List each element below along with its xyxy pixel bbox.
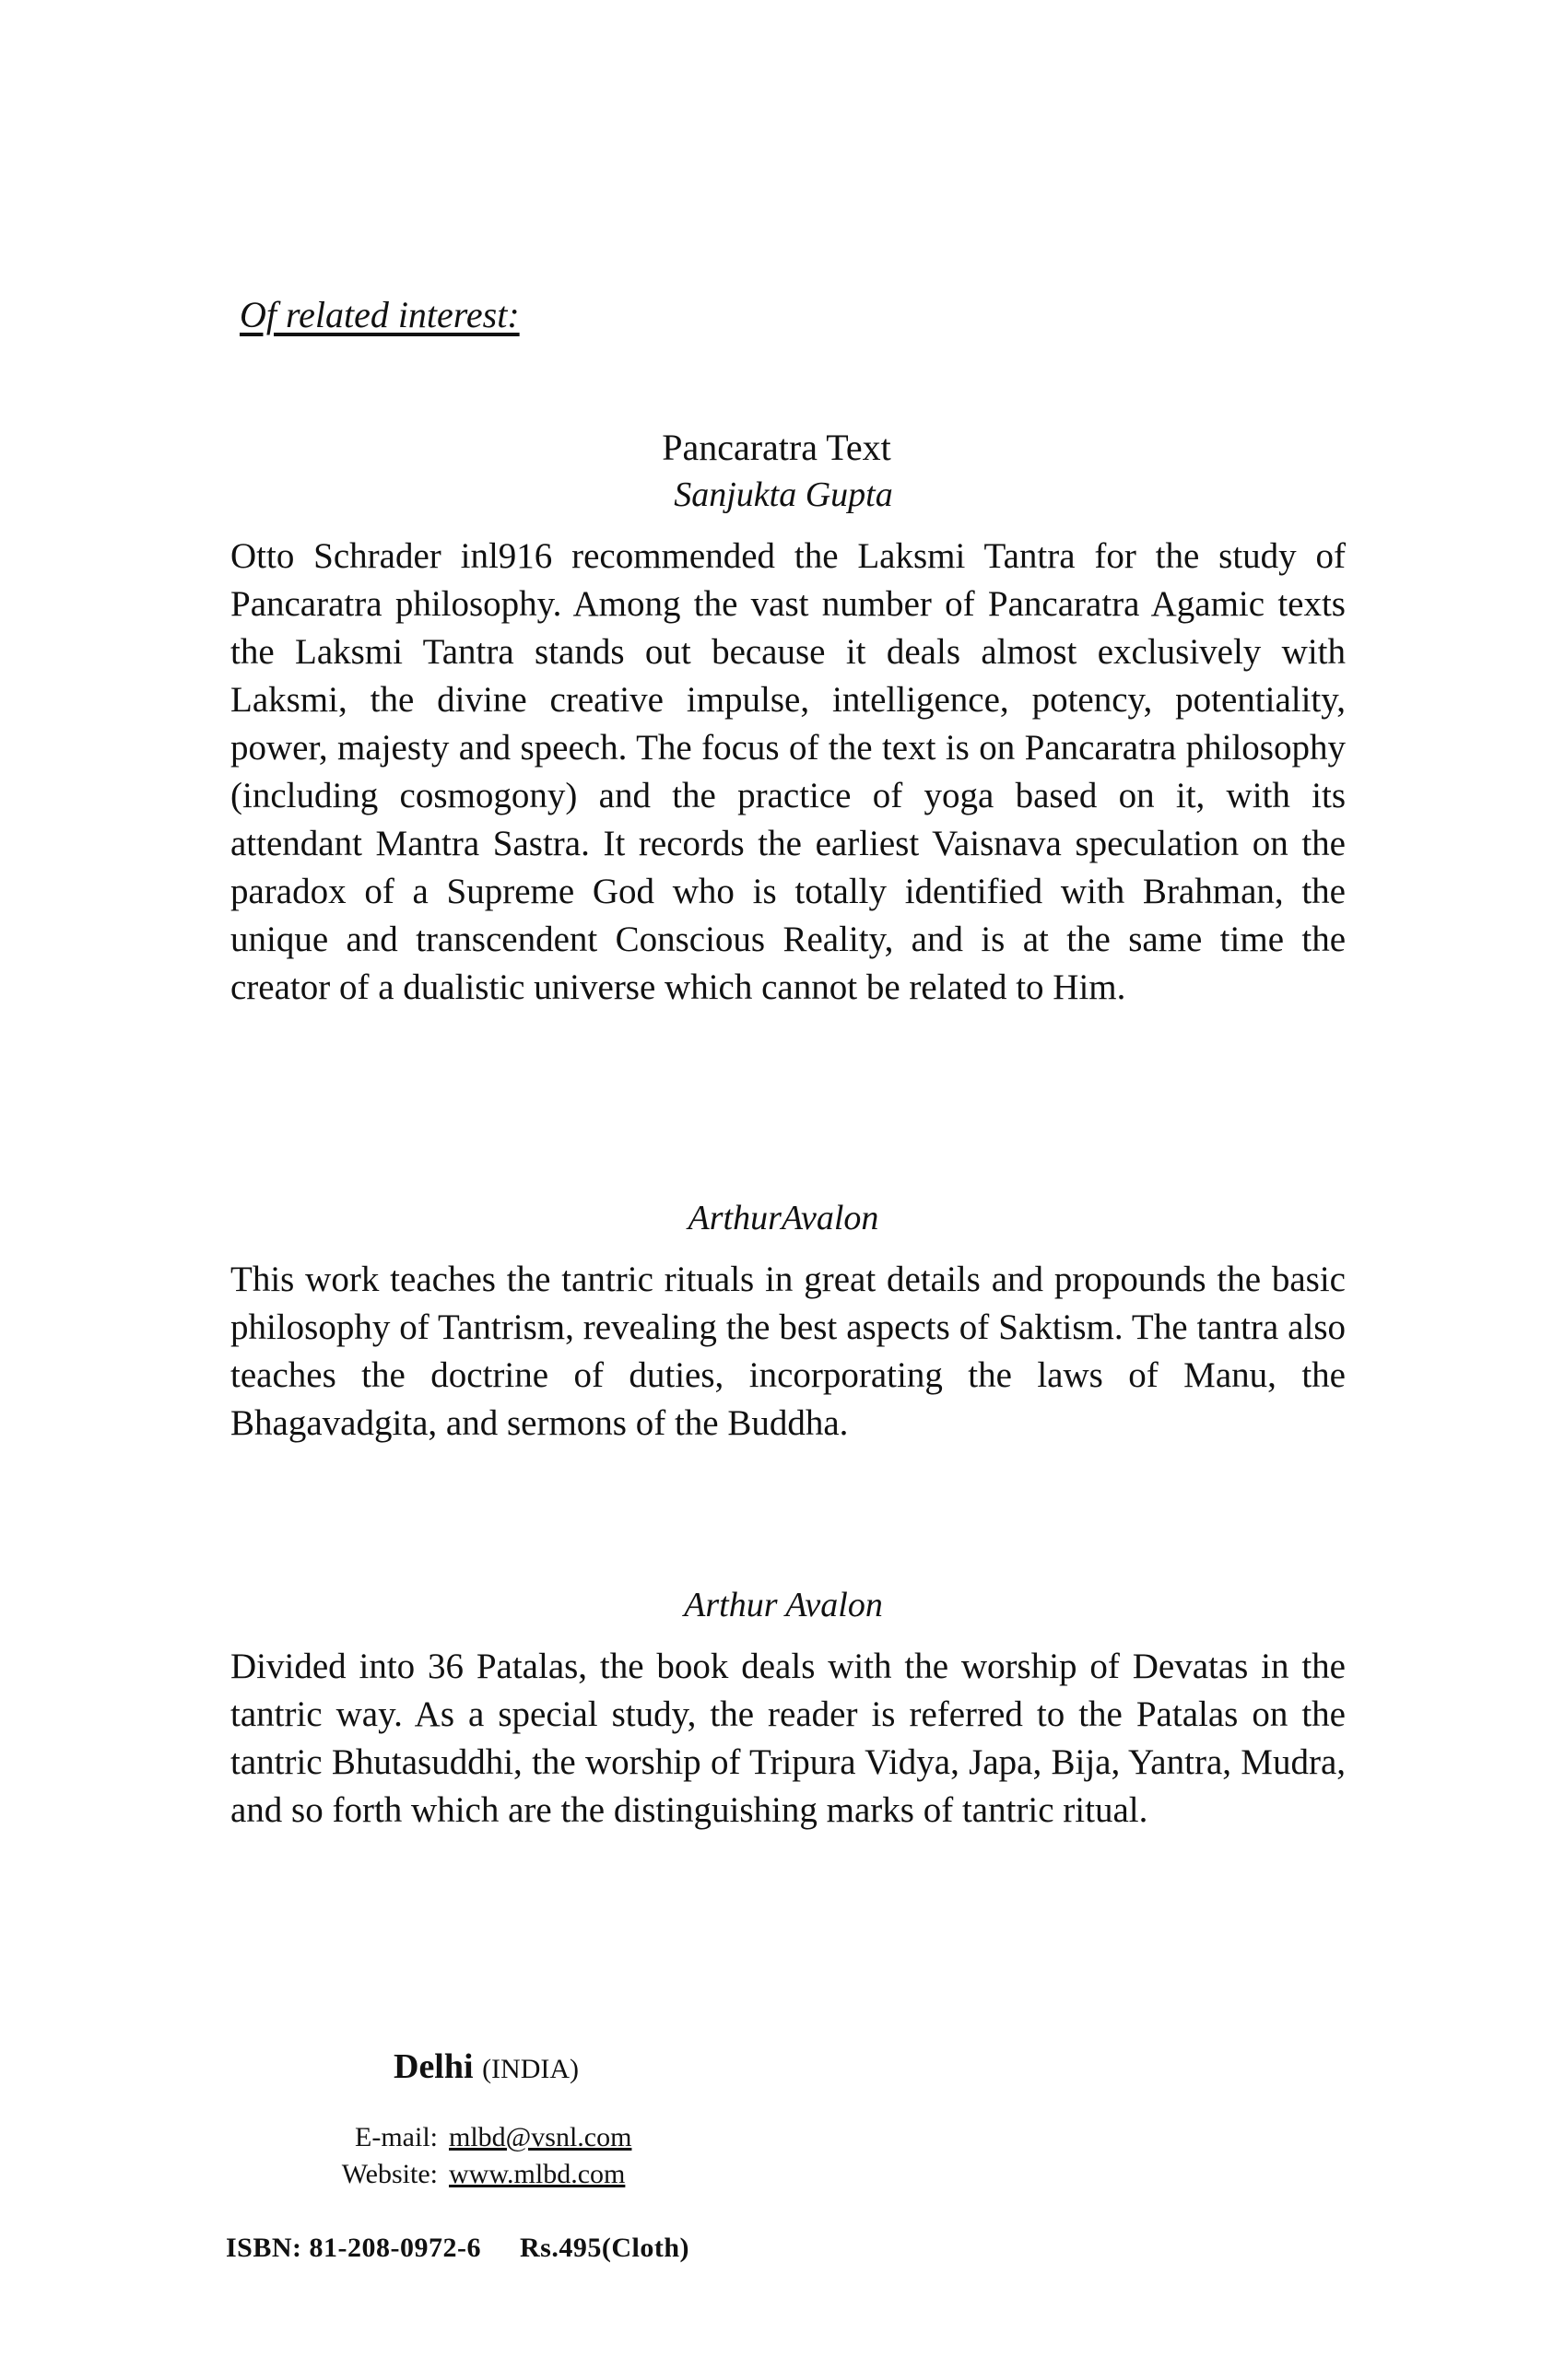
- isbn: ISBN: 81-208-0972-6: [226, 2233, 481, 2263]
- email-row: [323, 2119, 631, 2156]
- section-heading: Of related interest:: [240, 294, 520, 335]
- email-link[interactable]: mlbd@vsnl.com: [449, 2122, 632, 2152]
- website-label: Website:: [341, 2159, 438, 2189]
- publisher-country: (INDIA): [482, 2054, 580, 2084]
- publisher-location: [394, 2046, 579, 2087]
- book-1-description: Otto Schrader inl916 recommended the Laksmi Tantra for the study of Pancaratra philosophy. Among the vast number of Pancaratra Agamic texts the Laksmi Tantra stands out because it deals almost exclusively with Laksmi, the divine creative impulse, intelligence, potency, potentiality, power, majesty and speech. The focus of the text is on Pancaratra philosophy (including cosmogony) and the practice of yoga based on it, with its attendant Mantra Sastra. It records the earliest Vaisnava speculation on the paradox of a Supreme God who is totally identified with Brahman, the unique and transcendent Conscious Reality, and is at the same time the creator of a dualistic universe which cannot be related to Him.: [230, 536, 1346, 1007]
- price: Rs.495(Cloth): [520, 2233, 689, 2263]
- book-3-description: Divided into 36 Patalas, the book deals with the worship of Devatas in the tantric way. As a special study, the reader is referred to the Patalas on the tantric Bhutasuddhi, the worship of Tripura Vidya, Japa, Bija, Yantra, Mudra, and so forth which are the distinguishing marks of tantric ritual.: [230, 1647, 1346, 1830]
- website-link[interactable]: www.mlbd.com: [449, 2159, 626, 2189]
- website-row: [323, 2156, 631, 2193]
- publisher-contact: [323, 2119, 631, 2193]
- book-1-author: Sanjukta Gupta: [674, 475, 893, 514]
- book-2-author: ArthurAvalon: [688, 1199, 879, 1237]
- book-1-title: Pancaratra Text: [662, 427, 891, 468]
- book-2-description: This work teaches the tantric rituals in great details and propounds the basic philosophy of Tantrism, revealing the best aspects of Saktism. The tantra also teaches the doctrine of duties, incorporating the laws of Manu, the Bhagavadgita, and sermons of the Buddha.: [230, 1260, 1346, 1443]
- email-label: E-mail:: [355, 2122, 438, 2152]
- isbn-price-line: [226, 2233, 689, 2264]
- book-3-author: Arthur Avalon: [684, 1586, 883, 1624]
- publisher-city: Delhi: [394, 2047, 474, 2086]
